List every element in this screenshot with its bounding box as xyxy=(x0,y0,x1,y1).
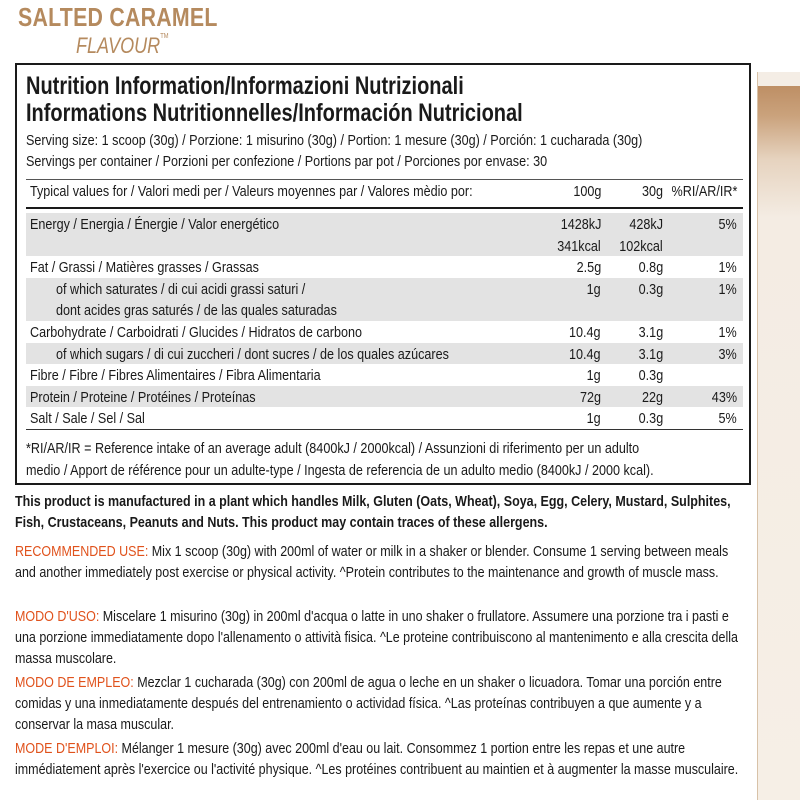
usage-spanish xyxy=(15,672,748,735)
table-row xyxy=(26,321,743,343)
table-row xyxy=(26,213,743,235)
row-label: of which saturates / di cui acidi grassi saturi / xyxy=(56,280,306,298)
header-ri: %RI/AR/IR* xyxy=(671,183,737,200)
header-label: Typical values for / Valori medi per / Valeurs moyennes par / Valores mèdio por: xyxy=(30,183,473,200)
row-value-100g: 1g xyxy=(586,410,601,428)
row-value-100g: 1g xyxy=(586,280,601,298)
row-value-30g: 3.1g xyxy=(638,323,663,341)
ri-footnote xyxy=(26,438,654,482)
row-label: Carbohydrate / Carboidrati / Glucides / Hidratos de carbono xyxy=(30,323,362,341)
flavour-name: SALTED CARAMEL xyxy=(18,2,218,32)
serving-size: Serving size: 1 scoop (30g) / Porzione: 1 misurino (30g) / Portion: 1 mesure (30g) / Porción: 1 cucharada (30g) xyxy=(26,132,643,149)
row-value-100g: 1g xyxy=(586,367,601,385)
usage-spanish-label: MODO DE EMPLEO: xyxy=(15,674,134,691)
row-label: Energy / Energia / Énergie / Valor energético xyxy=(30,216,280,233)
row-value-30g: 0.3g xyxy=(638,367,663,385)
flavour-subtitle-text: FLAVOUR xyxy=(76,33,161,58)
flavour-header xyxy=(18,2,358,62)
packaging-edge-artwork xyxy=(757,72,800,800)
nutrition-panel xyxy=(15,63,751,485)
usage-italian-text: Miscelare 1 misurino (30g) in 200ml d'acqua o latte in uno shaker o frullatore. Assumere una porzione tra i pasti e una porzione immediatamente dopo l'allenamento o attività fisica. ^Le proteine contribuiscono al mantenimento e alla crescita della massa muscolare. xyxy=(15,608,738,667)
row-value-30g: 102kcal xyxy=(619,237,663,255)
header-100g: 100g xyxy=(572,183,601,200)
table-row xyxy=(26,343,743,365)
table-row xyxy=(26,299,743,321)
usage-italian xyxy=(15,606,748,669)
row-label: dont acides gras saturés / de las quales saturadas xyxy=(56,302,337,320)
servings-per-container: Servings per container / Porzioni per confezione / Portions par pot / Porciones por envase: 30 xyxy=(26,153,548,170)
row-value-100g: 10.4g xyxy=(569,345,601,363)
table-header xyxy=(26,180,743,209)
row-value-100g: 72g xyxy=(579,388,601,406)
usage-french xyxy=(15,738,748,780)
footnote-line-1: *RI/AR/IR = Reference intake of an average adult (8400kJ / 2000kcal) / Assunzioni di riferimento per un adulto xyxy=(26,440,640,457)
allergen-statement: This product is manufactured in a plant which handles Milk, Gluten (Oats, Wheat), Soya, Egg, Celery, Mustard, Sulphites, Fish, Crustaceans, Peanuts and Nuts. This product may contain traces of these allergens. xyxy=(15,493,731,531)
table-row xyxy=(26,386,743,408)
row-value-100g: 10.4g xyxy=(569,323,601,341)
row-value-ri: 1% xyxy=(718,259,737,277)
row-value-30g: 0.3g xyxy=(638,280,663,298)
row-value-30g: 0.3g xyxy=(638,410,663,428)
usage-english-label: RECOMMENDED USE: xyxy=(15,543,149,560)
footnote-line-2: medio / Apport de référence pour un adulte-type / Ingesta de referencia de un adulto medio (8400kJ / 2000 kcal). xyxy=(26,462,654,479)
table-row xyxy=(26,256,743,278)
usage-french-label: MODE D'EMPLOI: xyxy=(15,740,119,757)
row-value-ri: 1% xyxy=(718,323,737,341)
row-label: Protein / Proteine / Protéines / Proteínas xyxy=(30,388,256,406)
row-label: of which sugars / di cui zuccheri / dont sucres / de los quales azúcares xyxy=(56,345,449,363)
panel-title xyxy=(26,73,746,127)
row-label: Fibre / Fibre / Fibres Alimentaires / Fibra Alimentaria xyxy=(30,367,321,385)
row-value-ri: 1% xyxy=(718,280,737,298)
usage-english-text: Mix 1 scoop (30g) with 200ml of water or milk in a shaker or blender. Consume 1 serving between meals and another immediately post exercise or physical activity. ^Protein contributes to the maintenance and growth of muscle mass. xyxy=(15,543,729,581)
table-row xyxy=(26,278,743,300)
usage-italian-label: MODO D'USO: xyxy=(15,608,100,625)
row-value-100g: 2.5g xyxy=(576,259,601,277)
row-value-30g: 0.8g xyxy=(638,259,663,277)
panel-title-line-1: Nutrition Information/Informazioni Nutrizionali xyxy=(26,72,464,100)
row-value-ri: 5% xyxy=(718,410,737,428)
usage-english xyxy=(15,541,748,583)
row-value-30g: 3.1g xyxy=(638,345,663,363)
row-value-ri: 5% xyxy=(718,216,737,233)
header-30g: 30g xyxy=(641,183,663,200)
row-value-100g: 341kcal xyxy=(557,237,601,255)
row-value-30g: 22g xyxy=(641,388,663,406)
nutrition-table xyxy=(26,179,743,430)
row-value-ri: 43% xyxy=(711,388,737,406)
table-row xyxy=(26,235,743,257)
usage-spanish-text: Mezclar 1 cucharada (30g) con 200ml de agua o leche en un shaker o licuadora. Tomar una porción entre comidas y una inmediatamente después del entrenamiento o actividad física. ^Las proteínas contribuyen a que aumente y a conservar la masa muscular. xyxy=(15,674,722,733)
table-body xyxy=(26,213,743,430)
panel-title-line-2: Informations Nutritionnelles/Información Nutricional xyxy=(26,99,523,127)
flavour-subtitle xyxy=(76,33,169,59)
row-value-ri: 3% xyxy=(718,345,737,363)
table-row xyxy=(26,364,743,386)
table-row xyxy=(26,407,743,430)
row-value-100g: 1428kJ xyxy=(560,216,601,233)
row-value-30g: 428kJ xyxy=(629,216,663,233)
trademark-mark: TM xyxy=(160,33,169,40)
row-label: Salt / Sale / Sel / Sal xyxy=(30,410,145,428)
row-label: Fat / Grassi / Matières grasses / Grassas xyxy=(30,259,259,277)
usage-french-text: Mélanger 1 mesure (30g) avec 200ml d'eau ou lait. Consommez 1 portion entre les repas et une autre immédiatement après l'exercice ou l'activité physique. ^Les protéines contribuent au maintien et à augmenter la masse musculaire. xyxy=(15,740,739,778)
